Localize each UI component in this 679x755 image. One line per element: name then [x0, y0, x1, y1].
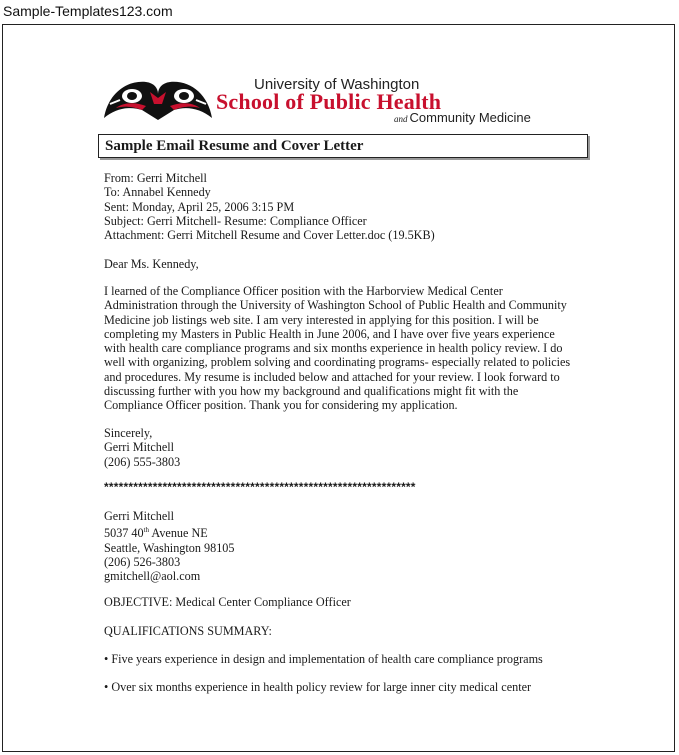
resume-name: Gerri Mitchell	[104, 509, 175, 523]
closing-sincerely: Sincerely,	[104, 426, 153, 440]
resume-phone: (206) 526-3803	[104, 554, 181, 569]
address-number: 5037 40	[104, 526, 144, 541]
qualifications-heading: QUALIFICATIONS SUMMARY:	[104, 624, 272, 638]
address-suffix: th	[143, 526, 150, 535]
resume-objective: OBJECTIVE: Medical Center Compliance Officer	[104, 595, 351, 609]
resume-address	[104, 523, 234, 540]
school-name: School of Public Health	[216, 89, 442, 114]
email-subject: Subject: Gerri Mitchell- Resume: Compliance Officer	[104, 213, 367, 228]
qualification-item: • Over six months experience in health policy review for large inner city medical center	[104, 680, 532, 694]
body-line: discussing further with you how my background and qualifications might fit with the	[104, 384, 519, 399]
closing-block	[104, 426, 180, 469]
email-to: To: Annabel Kennedy	[104, 185, 211, 200]
watermark: Sample-Templates123.com	[3, 3, 173, 19]
email-attachment: Attachment: Gerri Mitchell Resume and Cover Letter.doc (19.5KB)	[104, 228, 435, 243]
address-street: Avenue NE	[149, 526, 208, 541]
document-title: Sample Email Resume and Cover Letter	[98, 134, 588, 158]
body-line: Medicine job listings web site. I am very interested in applying for this position. I will be	[104, 312, 539, 327]
body-line: I learned of the Compliance Officer position with the Harborview Medical Center	[104, 284, 503, 298]
school-subtitle	[394, 110, 531, 125]
resume-email[interactable]: gmitchell@aol.com	[104, 569, 201, 584]
email-header	[104, 171, 435, 242]
subtitle-and: and	[394, 114, 408, 124]
body-line: completing my Masters in Public Health in June 2006, and I have over five years experience	[104, 326, 555, 341]
university-name: University of Washington	[254, 76, 420, 93]
body-line: and procedures. My resume is included below and attached for your review. I look forward to	[104, 369, 560, 384]
body-line: with health care compliance programs and six months experience in health policy review. I do	[104, 341, 563, 356]
closing-phone: (206) 555-3803	[104, 454, 181, 469]
body-line: Administration through the University of Washington School of Public Health and Community	[104, 298, 567, 313]
resume-contact	[104, 509, 234, 583]
cover-letter-body	[104, 284, 570, 413]
email-from: From: Gerri Mitchell	[104, 171, 207, 185]
qualification-item: • Five years experience in design and implementation of health care compliance programs	[104, 652, 543, 666]
body-line: well with organizing, problem solving and coordinating programs- especially related to policies	[104, 355, 571, 370]
separator-line: ****************************************************************	[104, 480, 416, 494]
closing-name: Gerri Mitchell	[104, 440, 175, 455]
resume-city: Seattle, Washington 98105	[104, 540, 235, 555]
uw-husky-totem-logo-icon	[102, 74, 214, 126]
subtitle-text: Community Medicine	[409, 110, 531, 125]
email-sent: Sent: Monday, April 25, 2006 3:15 PM	[104, 199, 295, 214]
salutation: Dear Ms. Kennedy,	[104, 257, 199, 271]
body-line: Compliance Officer position. Thank you for considering my application.	[104, 398, 458, 413]
